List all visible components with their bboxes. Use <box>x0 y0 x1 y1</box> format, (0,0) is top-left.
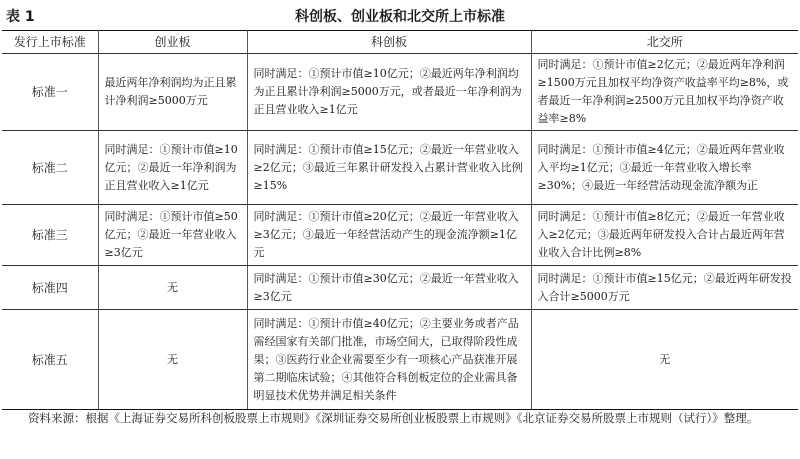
cell-bse: 同时满足：①预计市值≥4亿元；②最近两年营业收入平均≥1亿元；③最近一年营业收入增长率≥30%；④最近一年经营活动现金流净额为正 <box>531 131 798 205</box>
cell-bse: 同时满足：①预计市值≥8亿元；②最近一年营业收入≥2亿元；③最近两年研发投入合计占最近两年营业收入合计比例≥8% <box>531 205 798 266</box>
cell-star-market: 同时满足：①预计市值≥30亿元；②最近一年营业收入≥3亿元 <box>247 266 531 310</box>
row-label: 标准二 <box>2 131 98 205</box>
table-title-row <box>0 0 800 30</box>
table-header-row <box>2 31 798 54</box>
table-number: 表 1 <box>6 9 35 25</box>
row-label: 标准四 <box>2 266 98 310</box>
cell-bse: 同时满足：①预计市值≥2亿元；②最近两年净利润≥1500万元且加权平均净资产收益率平均≥8%，或者最近一年净利润≥2500万元且加权平均净资产收益率≥8% <box>531 54 798 131</box>
header-star-market: 科创板 <box>247 31 531 54</box>
header-chinext: 创业板 <box>98 31 247 54</box>
table-row <box>2 131 798 205</box>
table-row <box>2 266 798 310</box>
cell-star-market: 同时满足：①预计市值≥10亿元；②最近两年净利润均为正且累计净利润≥5000万元，或者最近一年净利润为正且营业收入≥1亿元 <box>247 54 531 131</box>
table-row <box>2 310 798 410</box>
cell-chinext: 同时满足：①预计市值≥10亿元；②最近一年净利润为正且营业收入≥1亿元 <box>98 131 247 205</box>
cell-star-market: 同时满足：①预计市值≥40亿元；②主要业务或者产品需经国家有关部门批准，市场空间大，已取得阶段性成果；③医药行业企业需要至少有一项核心产品获准开展第二期临床试验；④其他符合科创板定位的企业需具备明显技术优势并满足相关条件 <box>247 310 531 410</box>
table-title: 科创板、创业板和北交所上市标准 <box>295 9 505 25</box>
header-standard: 发行上市标准 <box>2 31 98 54</box>
table-row <box>2 205 798 266</box>
cell-star-market: 同时满足：①预计市值≥20亿元；②最近一年营业收入≥3亿元；③最近一年经营活动产生的现金流净额≥1亿元 <box>247 205 531 266</box>
table-row <box>2 54 798 131</box>
row-label: 标准五 <box>2 310 98 410</box>
cell-chinext: 同时满足：①预计市值≥50亿元；②最近一年营业收入≥3亿元 <box>98 205 247 266</box>
cell-chinext: 无 <box>98 310 247 410</box>
listing-standards-table <box>2 30 798 410</box>
source-note: 资料来源：根据《上海证券交易所科创板股票上市规则》《深圳证券交易所创业板股票上市规则》《北京证券交易所股票上市规则（试行）》整理。 <box>28 411 759 425</box>
cell-chinext: 最近两年净利润均为正且累计净利润≥5000万元 <box>98 54 247 131</box>
cell-bse: 同时满足：①预计市值≥15亿元；②最近两年研发投入合计≥5000万元 <box>531 266 798 310</box>
row-label: 标准三 <box>2 205 98 266</box>
cell-chinext: 无 <box>98 266 247 310</box>
cell-bse: 无 <box>531 310 798 410</box>
cell-star-market: 同时满足：①预计市值≥15亿元；②最近一年营业收入≥2亿元；③最近三年累计研发投入占累计营业收入比例≥15% <box>247 131 531 205</box>
row-label: 标准一 <box>2 54 98 131</box>
header-bse: 北交所 <box>531 31 798 54</box>
